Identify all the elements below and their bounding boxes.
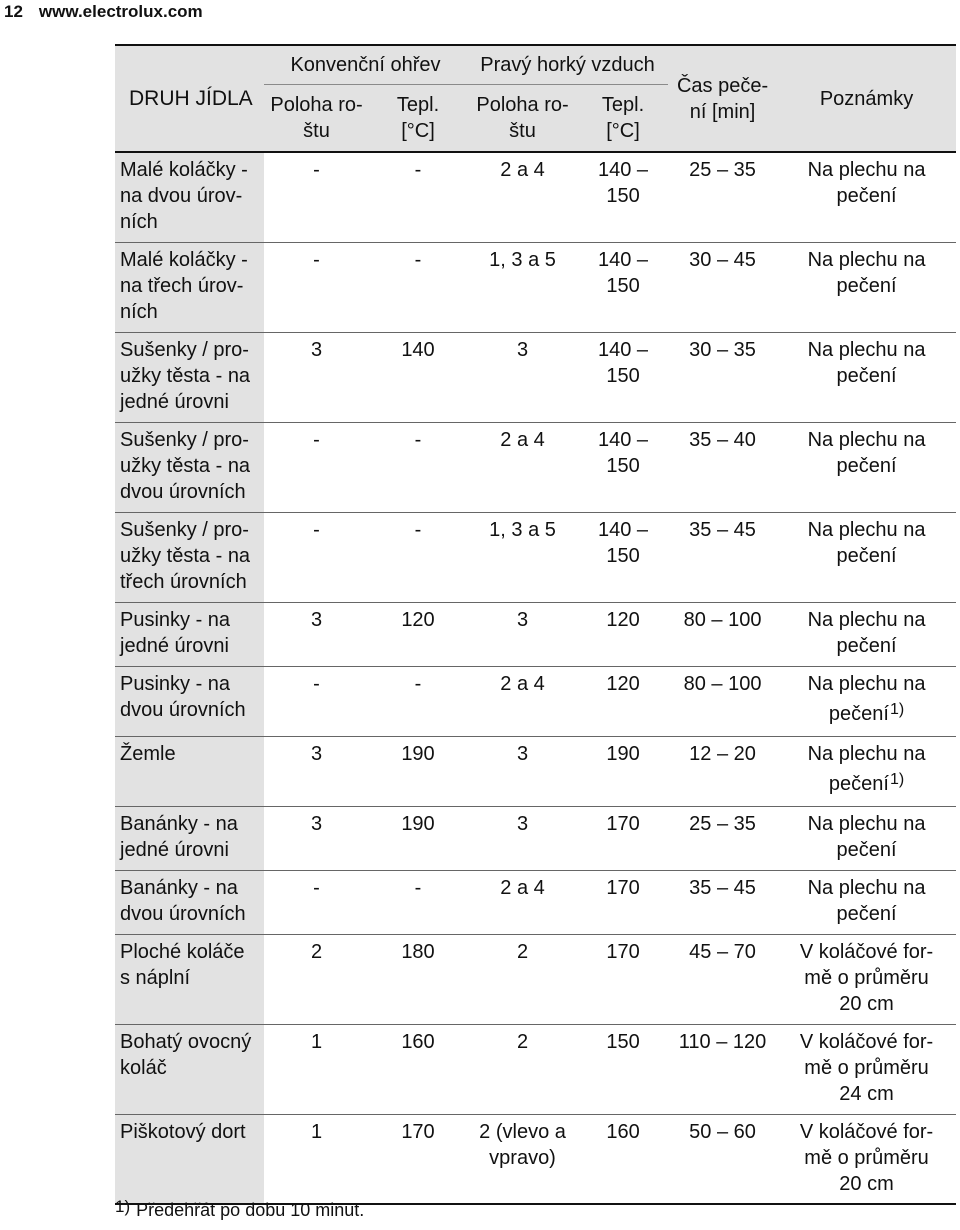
true-fan-shelf-cell-text: 2 a 4 <box>500 876 545 899</box>
notes-cell-text: Na plechu na pečení <box>807 338 926 387</box>
true-fan-temp-cell-text: 170 <box>606 940 640 963</box>
conventional-temp-cell-text: - <box>414 518 422 541</box>
dish-name-cell <box>115 152 264 242</box>
true-fan-temp-cell <box>578 602 668 666</box>
table-row <box>115 332 956 422</box>
conventional-temp-cell-text: 170 <box>401 1120 435 1143</box>
true-fan-temp-cell <box>578 422 668 512</box>
notes-cell-text: Na plechu na pečení <box>807 159 926 207</box>
time-cell <box>668 870 777 934</box>
time-cell <box>668 934 777 1024</box>
table-row <box>115 736 956 806</box>
table-row <box>115 934 956 1024</box>
notes-cell <box>777 666 956 736</box>
dish-name-cell <box>115 666 264 736</box>
time-cell <box>668 1114 777 1204</box>
header-time: Čas peče- ní [min] <box>668 45 777 152</box>
dish-name-cell-text: Malé koláčky - na třech úrov- ních <box>120 248 248 323</box>
notes-cell <box>777 736 956 806</box>
dish-name-cell-text: Bohatý ovocný koláč <box>120 1030 252 1079</box>
notes-cell-text: Na plechu na pečení <box>807 518 926 567</box>
table-row <box>115 512 956 602</box>
notes-cell <box>777 934 956 1024</box>
table-row <box>115 666 956 736</box>
true-fan-shelf-cell-text: 1, 3 a 5 <box>489 248 556 271</box>
conventional-temp-cell-text: - <box>414 428 422 451</box>
header-conventional-temp: Tepl. [°C] <box>369 85 467 153</box>
dish-name-cell-text: Žemle <box>120 742 176 765</box>
true-fan-shelf-cell <box>467 512 578 602</box>
notes-cell <box>777 242 956 332</box>
true-fan-temp-cell <box>578 512 668 602</box>
true-fan-temp-cell-text: 140 – 150 <box>597 428 649 477</box>
true-fan-shelf-cell <box>467 934 578 1024</box>
true-fan-temp-cell <box>578 242 668 332</box>
true-fan-temp-cell-text: 150 <box>606 1030 640 1053</box>
notes-cell-text: V koláčové for- mě o průměru 20 cm <box>799 940 934 1015</box>
conventional-temp-cell-text: 140 <box>401 338 435 361</box>
time-cell <box>668 512 777 602</box>
true-fan-shelf-cell <box>467 736 578 806</box>
footnote-text: Předehřát po dobu 10 minut. <box>136 1200 365 1220</box>
conventional-temp-cell-text: 190 <box>401 812 435 835</box>
true-fan-shelf-cell <box>467 870 578 934</box>
time-cell-text: 80 – 100 <box>683 608 762 631</box>
true-fan-shelf-cell <box>467 666 578 736</box>
true-fan-temp-cell-text: 120 <box>606 672 640 695</box>
footnote-reference: 1) <box>889 770 905 788</box>
notes-cell-text: Na plechu na pečení <box>807 876 926 925</box>
notes-cell <box>777 1024 956 1114</box>
conventional-temp-cell <box>369 602 467 666</box>
true-fan-shelf-cell-text: 1, 3 a 5 <box>489 518 556 541</box>
true-fan-temp-cell-text: 120 <box>606 608 640 631</box>
baking-table <box>115 44 956 1205</box>
true-fan-temp-cell-text: 170 <box>606 812 640 835</box>
time-cell-text: 35 – 45 <box>689 876 756 899</box>
time-cell-text: 110 – 120 <box>678 1030 767 1053</box>
conventional-shelf-cell <box>264 332 369 422</box>
conventional-temp-cell <box>369 806 467 870</box>
conventional-shelf-cell <box>264 870 369 934</box>
notes-cell <box>777 602 956 666</box>
conventional-temp-cell-text: 160 <box>401 1030 435 1053</box>
true-fan-shelf-cell <box>467 152 578 242</box>
time-cell <box>668 242 777 332</box>
true-fan-temp-cell <box>578 934 668 1024</box>
conventional-shelf-cell <box>264 736 369 806</box>
conventional-shelf-cell-text: - <box>313 428 320 451</box>
conventional-shelf-cell <box>264 934 369 1024</box>
dish-name-cell-text: Banánky - na jedné úrovni <box>120 812 238 861</box>
dish-name-cell <box>115 602 264 666</box>
true-fan-temp-cell <box>578 1114 668 1204</box>
conventional-temp-cell <box>369 422 467 512</box>
conventional-shelf-cell-text: - <box>313 672 320 695</box>
notes-cell-text: Na plechu na pečení <box>807 428 926 477</box>
dish-name-cell-text: Sušenky / pro- užky těsta - na jedné úrovni <box>120 338 251 413</box>
true-fan-shelf-cell-text: 3 <box>516 812 529 835</box>
table-row <box>115 806 956 870</box>
notes-cell <box>777 870 956 934</box>
conventional-temp-cell-text: 190 <box>401 742 435 765</box>
table-row <box>115 1114 956 1204</box>
time-cell-text: 50 – 60 <box>689 1120 756 1143</box>
time-cell-text: 35 – 40 <box>689 428 756 451</box>
true-fan-shelf-cell <box>467 806 578 870</box>
dish-name-cell-text: Sušenky / pro- užky těsta - na třech úrovních <box>120 518 251 593</box>
true-fan-temp-cell-text: 140 – 150 <box>597 248 649 297</box>
notes-cell-text: V koláčové for- mě o průměru 24 cm <box>799 1030 934 1105</box>
conventional-shelf-cell <box>264 806 369 870</box>
header-true-fan: Pravý horký vzduch <box>467 45 668 85</box>
conventional-temp-cell <box>369 1024 467 1114</box>
conventional-shelf-cell <box>264 242 369 332</box>
conventional-shelf-cell-text: - <box>313 518 320 541</box>
conventional-shelf-cell <box>264 1114 369 1204</box>
true-fan-shelf-cell <box>467 602 578 666</box>
conventional-shelf-cell <box>264 1024 369 1114</box>
conventional-temp-cell <box>369 666 467 736</box>
conventional-shelf-cell-text: 1 <box>310 1120 323 1143</box>
time-cell <box>668 736 777 806</box>
true-fan-temp-cell-text: 170 <box>606 876 640 899</box>
true-fan-shelf-cell-text: 3 <box>516 608 529 631</box>
true-fan-shelf-cell-text: 2 <box>516 940 529 963</box>
header-conventional: Konvenční ohřev <box>264 45 467 85</box>
notes-cell <box>777 422 956 512</box>
table-body <box>115 152 956 1204</box>
conventional-shelf-cell-text: 3 <box>310 742 323 765</box>
time-cell-text: 30 – 45 <box>689 248 756 271</box>
true-fan-temp-cell <box>578 1024 668 1114</box>
time-cell <box>668 152 777 242</box>
dish-name-cell <box>115 806 264 870</box>
dish-name-cell <box>115 870 264 934</box>
header-true-fan-temp: Tepl. [°C] <box>578 85 668 153</box>
dish-name-cell <box>115 1024 264 1114</box>
conventional-temp-cell <box>369 870 467 934</box>
true-fan-shelf-cell <box>467 242 578 332</box>
true-fan-shelf-cell <box>467 1114 578 1204</box>
true-fan-shelf-cell-text: 2 <box>516 1030 529 1053</box>
page-number: 12 <box>4 2 23 21</box>
conventional-shelf-cell-text: 2 <box>310 940 323 963</box>
conventional-temp-cell-text: - <box>414 672 422 695</box>
dish-name-cell-text: Banánky - na dvou úrovních <box>120 876 246 925</box>
conventional-temp-cell <box>369 512 467 602</box>
notes-cell-text: Na plechu na pečení <box>807 812 926 861</box>
true-fan-shelf-cell-text: 2 a 4 <box>500 159 545 181</box>
baking-table-wrapper <box>115 44 956 1205</box>
true-fan-temp-cell-text: 140 – 150 <box>597 518 649 567</box>
true-fan-shelf-cell <box>467 332 578 422</box>
notes-cell-text: V koláčové for- mě o průměru 20 cm <box>799 1120 934 1195</box>
conventional-shelf-cell-text: 3 <box>310 608 323 631</box>
dish-name-cell-text: Malé koláčky - na dvou úrov- ních <box>120 159 248 233</box>
page-header <box>4 0 203 24</box>
true-fan-temp-cell <box>578 806 668 870</box>
notes-cell-text: Na plechu na pečení <box>807 608 926 657</box>
conventional-temp-cell-text: - <box>414 876 422 899</box>
time-cell <box>668 332 777 422</box>
conventional-shelf-cell <box>264 152 369 242</box>
conventional-temp-cell <box>369 242 467 332</box>
true-fan-shelf-cell-text: 2 (vlevo a vpravo) <box>479 1120 566 1169</box>
time-cell-text: 45 – 70 <box>689 940 756 963</box>
notes-cell-text: Na plechu na pečení <box>807 742 926 795</box>
notes-cell <box>777 512 956 602</box>
table-row <box>115 422 956 512</box>
true-fan-shelf-cell <box>467 1024 578 1114</box>
header-notes: Poznámky <box>777 45 956 152</box>
dish-name-cell <box>115 1114 264 1204</box>
conventional-shelf-cell <box>264 512 369 602</box>
conventional-shelf-cell-text: - <box>313 876 320 899</box>
dish-name-cell-text: Ploché koláče s náplní <box>120 940 245 989</box>
conventional-temp-cell-text: 120 <box>401 608 435 631</box>
dish-name-cell-text: Piškotový dort <box>120 1120 246 1143</box>
conventional-temp-cell-text: - <box>414 248 422 271</box>
true-fan-shelf-cell-text: 2 a 4 <box>500 428 545 451</box>
conventional-shelf-cell <box>264 666 369 736</box>
time-cell-text: 30 – 35 <box>689 338 756 361</box>
time-cell-text: 80 – 100 <box>683 672 762 695</box>
header-true-fan-shelf: Poloha ro- štu <box>467 85 578 153</box>
conventional-shelf-cell-text: 3 <box>310 338 323 361</box>
time-cell-text: 35 – 45 <box>689 518 756 541</box>
conventional-temp-cell <box>369 736 467 806</box>
time-cell-text: 25 – 35 <box>689 812 756 835</box>
header-conventional-shelf: Poloha ro- štu <box>264 85 369 153</box>
footnote <box>115 1197 365 1221</box>
dish-name-cell <box>115 242 264 332</box>
dish-name-cell <box>115 422 264 512</box>
conventional-shelf-cell-text: 3 <box>310 812 323 835</box>
dish-name-cell-text: Sušenky / pro- užky těsta - na dvou úrovních <box>120 428 251 503</box>
header-dish: DRUH JÍDLA <box>115 45 264 152</box>
notes-cell <box>777 1114 956 1204</box>
conventional-shelf-cell <box>264 602 369 666</box>
true-fan-temp-cell-text: 140 – 150 <box>597 338 649 387</box>
true-fan-temp-cell-text: 140 – 150 <box>597 159 649 207</box>
table-row <box>115 870 956 934</box>
footnote-marker: 1) <box>115 1197 131 1216</box>
true-fan-shelf-cell-text: 2 a 4 <box>500 672 545 695</box>
time-cell <box>668 422 777 512</box>
time-cell-text: 12 – 20 <box>689 742 756 765</box>
time-cell <box>668 806 777 870</box>
true-fan-temp-cell <box>578 666 668 736</box>
dish-name-cell <box>115 934 264 1024</box>
dish-name-cell <box>115 332 264 422</box>
table-row <box>115 242 956 332</box>
conventional-temp-cell <box>369 1114 467 1204</box>
true-fan-temp-cell <box>578 870 668 934</box>
conventional-shelf-cell <box>264 422 369 512</box>
true-fan-shelf-cell-text: 3 <box>516 338 529 361</box>
notes-cell-text: Na plechu na pečení <box>807 672 926 725</box>
notes-cell <box>777 332 956 422</box>
dish-name-cell-text: Pusinky - na jedné úrovni <box>120 608 231 657</box>
conventional-shelf-cell-text: 1 <box>310 1030 323 1053</box>
true-fan-shelf-cell-text: 3 <box>516 742 529 765</box>
table-row <box>115 602 956 666</box>
notes-cell <box>777 806 956 870</box>
true-fan-temp-cell <box>578 736 668 806</box>
conventional-temp-cell <box>369 934 467 1024</box>
notes-cell <box>777 152 956 242</box>
time-cell <box>668 602 777 666</box>
conventional-temp-cell <box>369 332 467 422</box>
true-fan-temp-cell <box>578 332 668 422</box>
table-row <box>115 152 956 242</box>
table-row <box>115 1024 956 1114</box>
conventional-temp-cell-text: 180 <box>401 940 435 963</box>
conventional-shelf-cell-text: - <box>313 248 320 271</box>
footnote-reference: 1) <box>889 700 905 718</box>
true-fan-temp-cell <box>578 152 668 242</box>
time-cell <box>668 666 777 736</box>
time-cell-text: 25 – 35 <box>689 159 756 181</box>
dish-name-cell <box>115 512 264 602</box>
notes-cell-text: Na plechu na pečení <box>807 248 926 297</box>
time-cell <box>668 1024 777 1114</box>
conventional-temp-cell <box>369 152 467 242</box>
dish-name-cell-text: Pusinky - na dvou úrovních <box>120 672 246 721</box>
conventional-temp-cell-text: - <box>414 159 422 181</box>
true-fan-shelf-cell <box>467 422 578 512</box>
true-fan-temp-cell-text: 160 <box>606 1120 640 1143</box>
dish-name-cell <box>115 736 264 806</box>
conventional-shelf-cell-text: - <box>313 159 320 181</box>
site-url: www.electrolux.com <box>38 2 203 21</box>
true-fan-temp-cell-text: 190 <box>606 742 640 765</box>
